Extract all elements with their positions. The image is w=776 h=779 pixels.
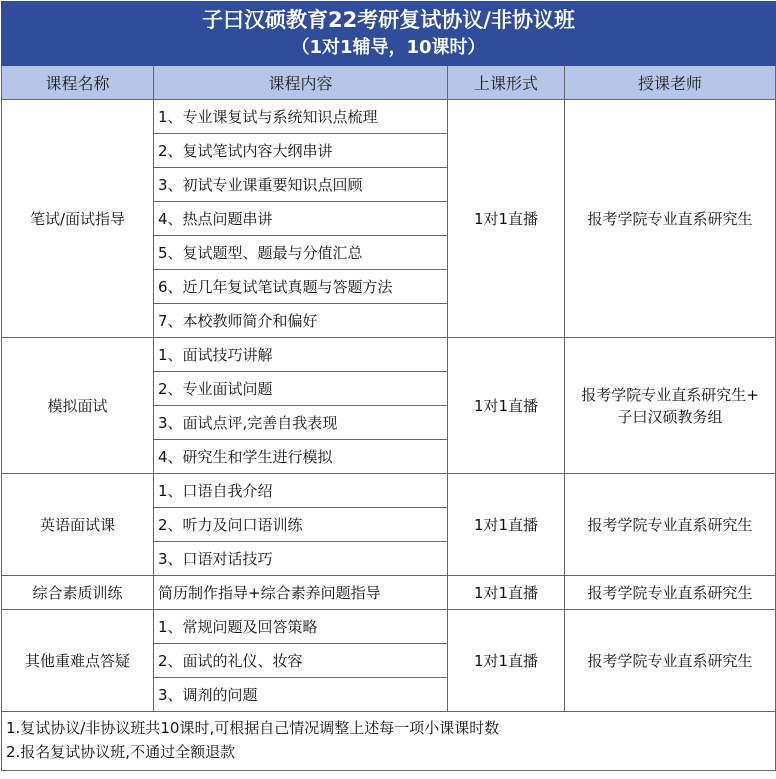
course-content-item: 3、初试专业课重要知识点回顾 (154, 168, 448, 202)
notes-cell (2, 712, 776, 771)
course-name-cell: 英语面试课 (2, 474, 154, 576)
teacher-cell: 报考学院专业直系研究生 (565, 100, 776, 338)
header-course-content: 课程内容 (154, 66, 448, 100)
course-content-item: 1、口语自我介绍 (154, 474, 448, 508)
class-format-cell: 1对1直播 (448, 576, 565, 610)
course-content-item: 2、专业面试问题 (154, 372, 448, 406)
class-format-cell: 1对1直播 (448, 474, 565, 576)
course-table (1, 1, 776, 771)
teacher-cell: 报考学院专业直系研究生 (565, 576, 776, 610)
course-content-item: 2、复试笔试内容大纲串讲 (154, 134, 448, 168)
header-course-name: 课程名称 (2, 66, 154, 100)
table-row (2, 576, 776, 610)
course-content-item: 3、调剂的问题 (154, 678, 448, 712)
course-name-cell: 综合素质训练 (2, 576, 154, 610)
title-row (2, 2, 776, 66)
course-content-item: 4、热点问题串讲 (154, 202, 448, 236)
course-content-item: 1、专业课复试与系统知识点梳理 (154, 100, 448, 134)
table-row (2, 474, 776, 508)
note-line: 2.报名复试协议班,不通过全额退款 (6, 743, 236, 761)
header-teacher: 授课老师 (565, 66, 776, 100)
course-content-item: 2、听力及问口语训练 (154, 508, 448, 542)
course-content-item: 4、研究生和学生进行模拟 (154, 440, 448, 474)
table-row (2, 100, 776, 134)
class-format-cell: 1对1直播 (448, 338, 565, 474)
course-content-item: 1、常规问题及回答策略 (154, 610, 448, 644)
teacher-cell: 报考学院专业直系研究生+ 子曰汉硕教务组 (565, 338, 776, 474)
note-line: 1.复试协议/非协议班共10课时,可根据自己情况调整上述每一项小课课时数 (6, 719, 500, 737)
course-content-item: 2、面试的礼仪、妆容 (154, 644, 448, 678)
teacher-cell: 报考学院专业直系研究生 (565, 610, 776, 712)
teacher-cell: 报考学院专业直系研究生 (565, 474, 776, 576)
table-row (2, 610, 776, 644)
table-subtitle: （1对1辅导，10课时） (291, 37, 486, 58)
course-content-item: 3、面试点评,完善自我表现 (154, 406, 448, 440)
course-name-cell: 其他重难点答疑 (2, 610, 154, 712)
header-row (2, 66, 776, 100)
table-row (2, 338, 776, 372)
course-name-cell: 笔试/面试指导 (2, 100, 154, 338)
course-content-item: 1、面试技巧讲解 (154, 338, 448, 372)
course-content-item: 6、近几年复试笔试真题与答题方法 (154, 270, 448, 304)
header-class-format: 上课形式 (448, 66, 565, 100)
class-format-cell: 1对1直播 (448, 100, 565, 338)
class-format-cell: 1对1直播 (448, 610, 565, 712)
notes-row (2, 712, 776, 771)
course-name-cell: 模拟面试 (2, 338, 154, 474)
course-content-item: 简历制作指导+综合素养问题指导 (154, 576, 448, 610)
course-content-item: 3、口语对话技巧 (154, 542, 448, 576)
table-title: 子曰汉硕教育22考研复试协议/非协议班 (202, 8, 575, 32)
course-content-item: 5、复试题型、题最与分值汇总 (154, 236, 448, 270)
course-table-container (1, 1, 775, 777)
course-content-item: 7、本校教师简介和偏好 (154, 304, 448, 338)
